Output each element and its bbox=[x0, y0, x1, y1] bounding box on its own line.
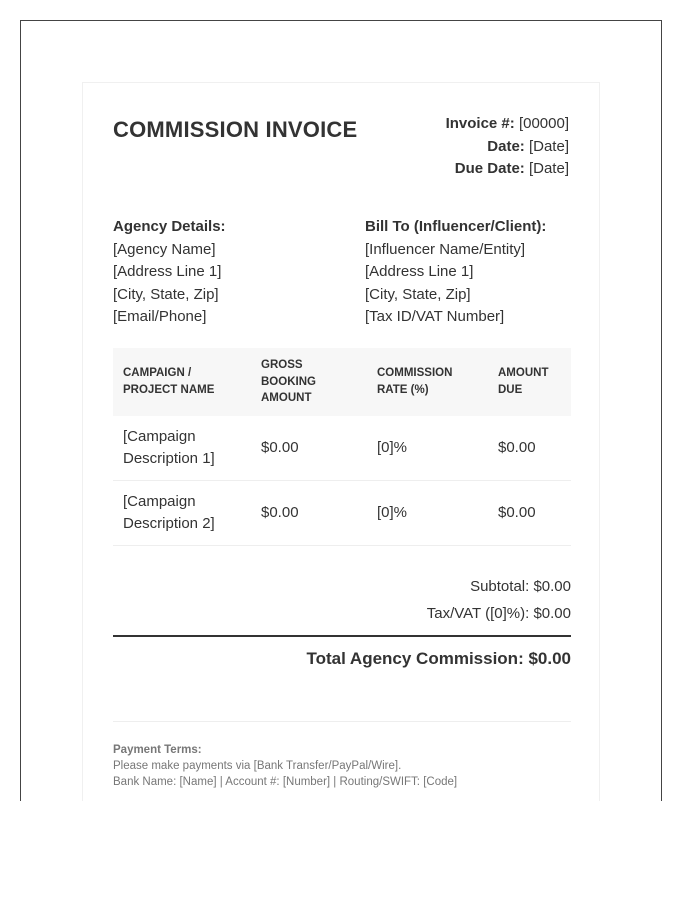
header-commission-rate: COMMISSION RATE (%) bbox=[367, 348, 488, 416]
line-items-table bbox=[113, 348, 571, 546]
row-amount-due: $0.00 bbox=[488, 481, 571, 546]
invoice-number bbox=[446, 113, 569, 136]
header-campaign: CAMPAIGN / PROJECT NAME bbox=[113, 348, 251, 416]
agency-email-phone: [Email/Phone] bbox=[113, 308, 207, 325]
header-amount-due: AMOUNT DUE bbox=[488, 348, 571, 416]
payment-terms-bank-line: Bank Name: [Name] | Account #: [Number] | Routing/SWIFT: [Code] bbox=[113, 776, 458, 788]
bill-to-label: Bill To (Influencer/Client): bbox=[365, 218, 547, 235]
row-campaign: [Campaign Description 2] bbox=[113, 481, 251, 546]
bill-to-tax-id: [Tax ID/VAT Number] bbox=[365, 308, 505, 325]
bill-to-address: [Address Line 1] bbox=[365, 263, 474, 280]
agency-details-label: Agency Details: bbox=[113, 218, 226, 235]
payment-terms-line: Please make payments via [Bank Transfer/PayPal/Wire]. bbox=[113, 760, 402, 772]
payment-terms-label: Payment Terms: bbox=[113, 744, 202, 756]
footer-divider bbox=[113, 721, 571, 722]
table-row bbox=[113, 481, 571, 546]
agency-city-state-zip: [City, State, Zip] bbox=[113, 285, 219, 303]
invoice-title: COMMISSION INVOICE bbox=[113, 117, 358, 142]
bill-to-city-state-zip: [City, State, Zip] bbox=[365, 285, 471, 303]
totals-block bbox=[113, 573, 571, 627]
invoice-parties bbox=[113, 208, 569, 348]
invoice-due-date-label: Due Date: bbox=[454, 160, 525, 177]
row-amount-due: $0.00 bbox=[488, 416, 571, 481]
row-gross-booking: $0.00 bbox=[251, 481, 367, 546]
row-commission-rate: [0]% bbox=[367, 481, 488, 546]
invoice-due-date-value: [Date] bbox=[528, 160, 569, 177]
agency-address: [Address Line 1] bbox=[113, 263, 222, 280]
invoice-page bbox=[82, 82, 600, 801]
invoice-number-value: [00000] bbox=[518, 115, 569, 132]
agency-details bbox=[113, 216, 226, 329]
agency-name: [Agency Name] bbox=[113, 240, 216, 258]
subtotal: Subtotal: $0.00 bbox=[470, 578, 571, 595]
total-divider bbox=[113, 635, 571, 637]
table-header-row bbox=[113, 348, 571, 416]
invoice-date-value: [Date] bbox=[528, 137, 569, 155]
invoice-header bbox=[113, 113, 569, 208]
payment-terms bbox=[113, 742, 569, 790]
row-commission-rate: [0]% bbox=[367, 416, 488, 481]
row-campaign: [Campaign Description 1] bbox=[113, 416, 251, 481]
invoice-date bbox=[446, 136, 569, 159]
total-agency-commission: Total Agency Commission: $0.00 bbox=[306, 649, 571, 668]
document-viewport[interactable] bbox=[20, 20, 662, 801]
invoice-due-date bbox=[446, 158, 569, 181]
tax-vat: Tax/VAT ([0]%): $0.00 bbox=[426, 605, 571, 622]
bill-to-name: [Influencer Name/Entity] bbox=[365, 240, 526, 258]
table-row bbox=[113, 416, 571, 481]
invoice-meta bbox=[446, 113, 569, 181]
header-gross-booking: GROSS BOOKING AMOUNT bbox=[251, 348, 367, 416]
row-gross-booking: $0.00 bbox=[251, 416, 367, 481]
invoice-date-label: Date: bbox=[487, 137, 525, 155]
invoice-number-label: Invoice #: bbox=[445, 115, 515, 132]
bill-to-details bbox=[365, 216, 546, 329]
